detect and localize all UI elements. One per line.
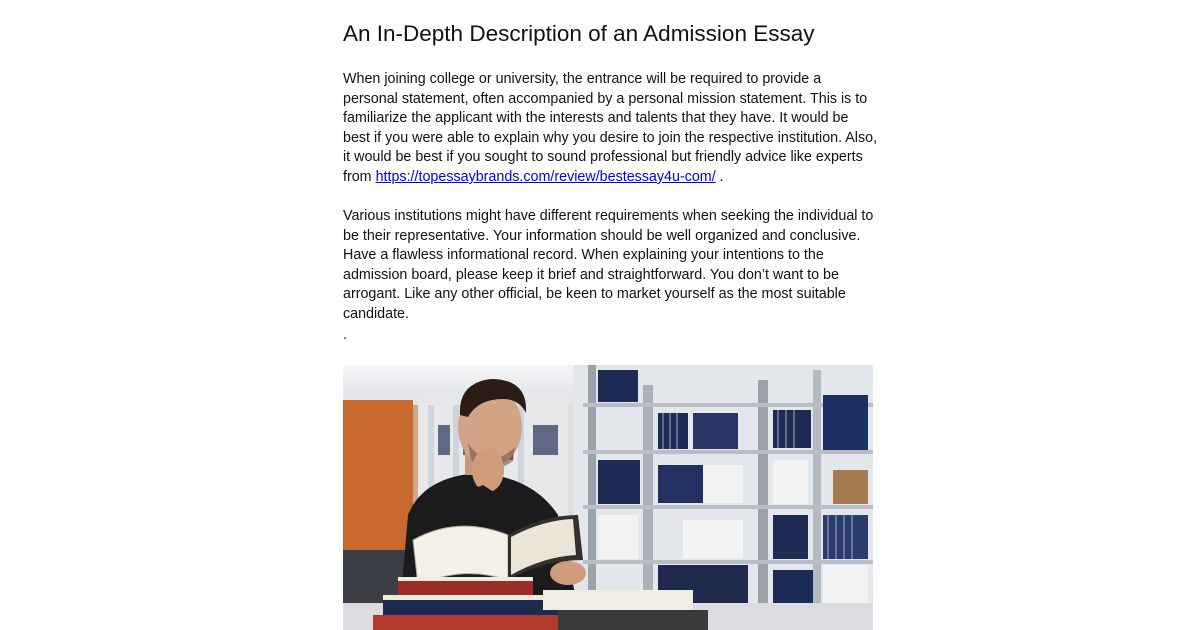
paragraph-intro-end: . <box>715 168 724 185</box>
page-title: An In-Depth Description of an Admission Essay <box>343 21 815 46</box>
trailing-dot: . <box>343 327 347 343</box>
paragraph-requirements: Various institutions might have different requirements when seeking the individual to be their representative. Your information should be well organized and conclusive. Have a flawless informational record. When explaining your intentions to the admission board, please keep it brief and straightforward. You don’t want to be arrogant. Like any other official, be keen to market yourself as the most suitable candidate. <box>343 208 874 322</box>
library-student-photo <box>343 365 873 630</box>
paragraph-intro-text: When joining college or university, the entrance will be required to provide a personal statement, often accompanied by a personal mission statement. This is to familiarize the applicant with the interests and talents that they have. It would be best if you were able to explain why you desire to join the respective institution. Also, it would be best if you sought to sound professional but friendly advice like experts from <box>343 71 878 185</box>
paragraph-intro <box>343 70 879 188</box>
essay-review-link[interactable]: https://topessaybrands.com/review/bestessay4u-com/ <box>375 168 716 185</box>
